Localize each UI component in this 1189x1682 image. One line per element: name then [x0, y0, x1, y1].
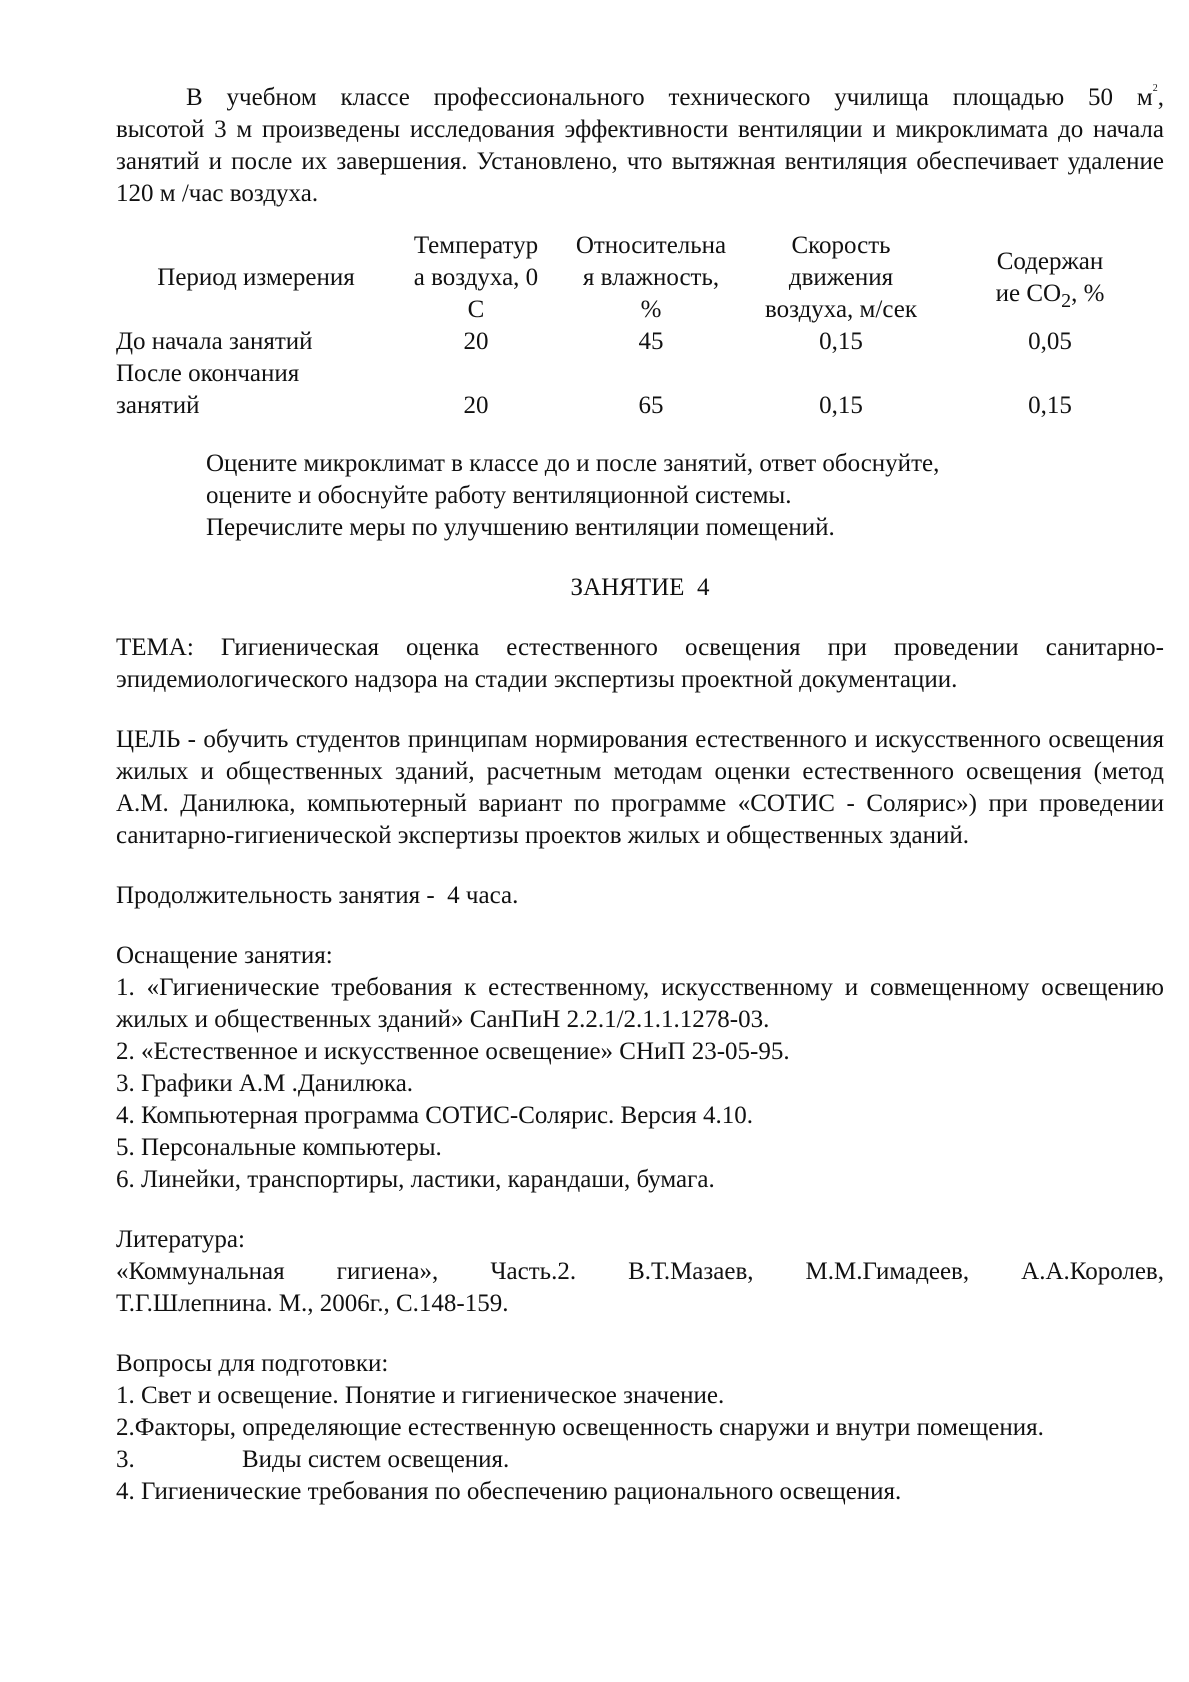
header-speed-l1: Скорость	[791, 232, 891, 259]
questions-section	[116, 1348, 1164, 1508]
literature-heading: Литература:	[116, 1226, 245, 1253]
header-period: Период измерения	[157, 264, 355, 291]
cell-period-l1: После окончания	[116, 360, 300, 387]
cell-temperature: 20	[463, 392, 489, 419]
theme-paragraph: ТЕМА: Гигиеническая оценка естественного освещения при проведении санитарно-эпидемиологического надзора на стадии экспертизы проектной документации.	[116, 634, 1164, 693]
microclimate-table	[116, 230, 1164, 422]
cell-co2: 0,15	[1028, 392, 1072, 419]
list-item: 4. Компьютерная программа СОТИС-Солярис. Версия 4.10.	[116, 1102, 754, 1129]
task-item: Оцените микроклимат в классе до и после занятий, ответ обоснуйте,	[206, 450, 940, 477]
header-temperature-l2: а воздуха, 0	[413, 264, 539, 291]
header-co2-subscript: 2	[1061, 290, 1072, 312]
header-temperature	[396, 230, 556, 326]
task-item: оцените и обоснуйте работу вентиляционной системы.	[206, 482, 792, 509]
header-co2-unit: , %	[1071, 280, 1105, 307]
equipment-section	[116, 940, 1164, 1196]
intro-rest: высотой 3 м произведены исследования эффективности вентиляции и микроклимата до начала занятий и после их завершения. Установлено, что вытяжная вентиляция обеспечивает удаление 120 м /час воздуха.	[116, 116, 1164, 207]
list-item: 2. «Естественное и искусственное освещение» СНиП 23-05-95.	[116, 1038, 790, 1065]
cell-humidity: 65	[638, 392, 664, 419]
header-humidity-l1: Относительна	[575, 232, 727, 259]
list-item: 4. Гигиенические требования по обеспечению рационального освещения.	[116, 1478, 902, 1505]
task-item: Перечислите меры по улучшению вентиляции помещений.	[206, 514, 835, 541]
table-header-row	[116, 230, 1164, 326]
header-co2-l2	[936, 278, 1164, 310]
intro-text: В учебном классе профессионального технического училища площадью 50 м	[186, 84, 1153, 111]
list-item: 5. Персональные компьютеры.	[116, 1134, 442, 1161]
list-item: 1. «Гигиенические требования к естественному, искусственному и совмещенному освещению жилых и общественных зданий» СанПиН 2.2.1/2.1.1.1278-03.	[116, 974, 1164, 1033]
header-humidity-l3: %	[640, 296, 662, 323]
cell-co2: 0,05	[1028, 328, 1072, 355]
header-co2-l1: Содержан	[996, 248, 1104, 275]
list-item-number: 3.	[116, 1446, 135, 1473]
header-temperature-l3: С	[467, 296, 485, 323]
list-item: 6. Линейки, транспортиры, ластики, карандаши, бумага.	[116, 1166, 715, 1193]
cell-temperature: 20	[463, 328, 489, 355]
header-speed-l2: движения	[788, 264, 894, 291]
header-humidity-l2: я влажность,	[582, 264, 720, 291]
literature-line: Т.Г.Шлепнина. М., 2006г., С.148-159.	[116, 1290, 509, 1317]
literature-section	[116, 1224, 1164, 1320]
duration-line: Продолжительность занятия - 4 часа.	[116, 882, 519, 909]
cell-period: До начала занятий	[116, 328, 313, 355]
header-speed-l3: воздуха, м/сек	[765, 296, 917, 323]
list-item: 3. Графики А.М .Данилюка.	[116, 1070, 414, 1097]
document-page	[116, 82, 1164, 1508]
equipment-heading: Оснащение занятия:	[116, 942, 333, 969]
header-air-speed	[746, 230, 936, 326]
list-item: 2.Факторы, определяющие естественную освещенность снаружи и внутри помещения.	[116, 1414, 1044, 1441]
intro-first-line	[116, 82, 1164, 114]
superscript-2: 2	[1152, 83, 1158, 94]
header-humidity	[556, 230, 746, 326]
cell-period-l2: занятий	[116, 392, 200, 419]
header-co2	[936, 230, 1164, 326]
header-temperature-l1: Температур	[413, 232, 539, 259]
literature-line: «Коммунальная гигиена», Часть.2. В.Т.Мазаев, М.М.Гимадеев, А.А.Королев,	[116, 1258, 1164, 1285]
task-list	[206, 448, 1164, 544]
table-row	[116, 358, 1164, 422]
lesson-title: ЗАНЯТИЕ 4	[570, 574, 710, 601]
goal-paragraph: ЦЕЛЬ - обучить студентов принципам нормирования естественного и искусственного освещения жилых и общественных зданий, расчетным методам оценки естественного освещения (метод А.М. Данилюка, компьютерный вариант по программе «СОТИС - Солярис») при проведении санитарно-гигиенической экспертизы проектов жилых и общественных зданий.	[116, 726, 1164, 849]
intro-paragraph	[116, 82, 1164, 210]
cell-air-speed: 0,15	[819, 328, 863, 355]
table-row	[116, 326, 1164, 358]
questions-heading: Вопросы для подготовки:	[116, 1350, 389, 1377]
intro-comma: ,	[1157, 84, 1164, 111]
list-item	[116, 1444, 1164, 1476]
header-co2-l2-text: ие СО	[995, 280, 1062, 307]
cell-humidity: 45	[638, 328, 664, 355]
list-item: 1. Свет и освещение. Понятие и гигиеническое значение.	[116, 1382, 725, 1409]
cell-air-speed: 0,15	[819, 392, 863, 419]
list-item-text: Виды систем освещения.	[242, 1446, 510, 1473]
cell-period	[116, 358, 396, 422]
